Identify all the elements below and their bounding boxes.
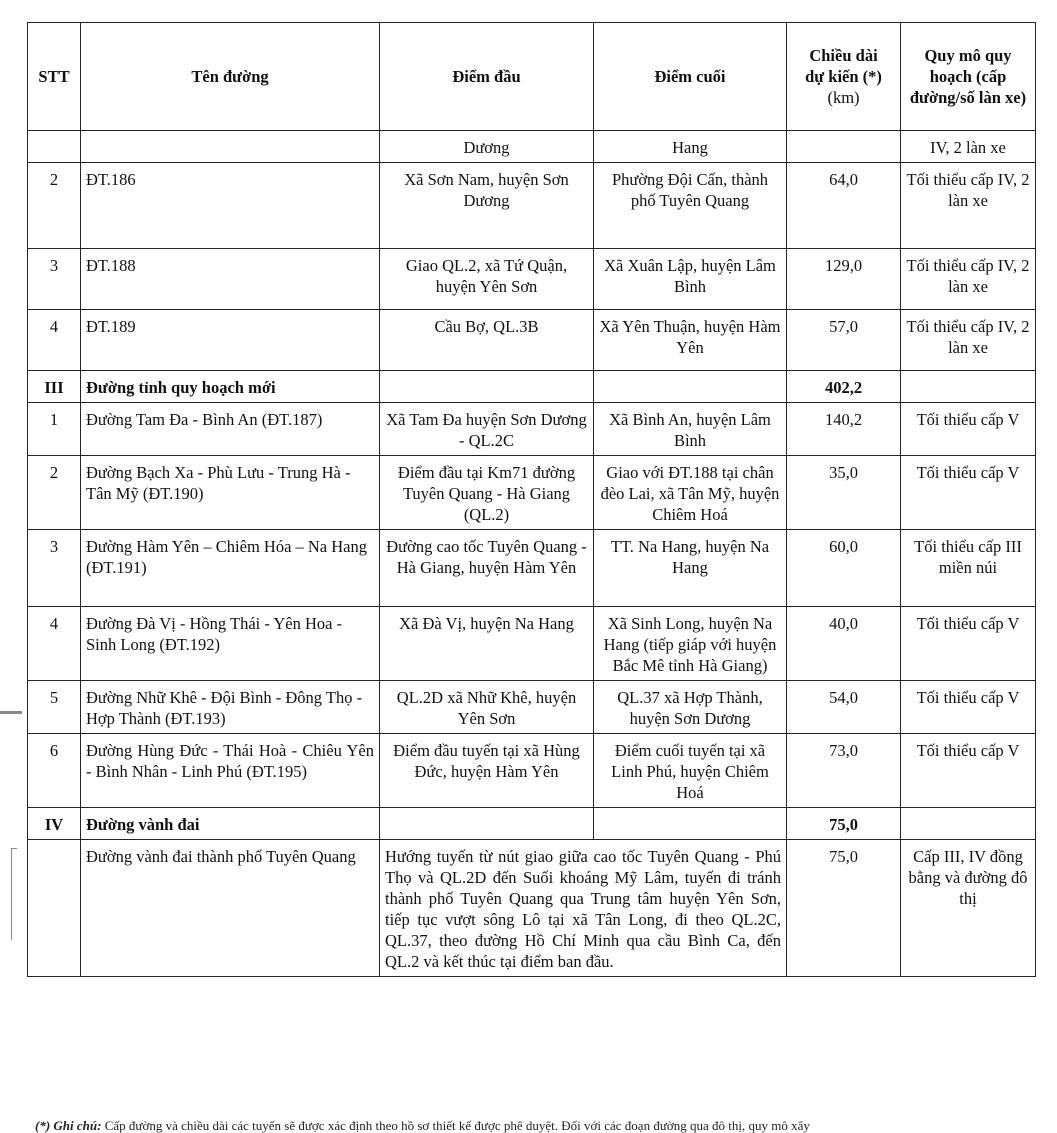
table-row (28, 310, 1036, 371)
row-stt: 1 (28, 403, 81, 456)
row-name: Đường Hùng Đức - Thái Hoà - Chiêu Yên - Bình Nhân - Linh Phú (ĐT.195) (81, 734, 380, 808)
header-row (28, 23, 1036, 131)
row-name: Đường Đà Vị - Hồng Thái - Yên Hoa - Sinh Long (ĐT.192) (81, 607, 380, 681)
scan-mark-horizontal (0, 711, 22, 714)
row-stt: 3 (28, 249, 81, 310)
row-stt: 2 (28, 163, 81, 249)
row-end: Phường Đội Cấn, thành phố Tuyên Quang (594, 163, 787, 249)
ring-road-route: Hướng tuyến từ nút giao giữa cao tốc Tuyên Quang - Phú Thọ và QL.2D đến Suối khoáng Mỹ Lâm, tuyến đi tránh thành phố Tuyên Quang qua Trung tâm huyện Yên Sơn, tiếp tục vượt sông Lô tại xã Tân Long, đi theo QL.2C, QL.37, theo đường Hồ Chí Minh qua cầu Bình Ca, đến QL.2 và kết thúc tại điểm ban đầu. (380, 840, 787, 977)
row-start: Xã Sơn Nam, huyện Sơn Dương (380, 163, 594, 249)
header-stt: STT (28, 23, 81, 131)
row-start: Điểm đầu tuyến tại xã Hùng Đức, huyện Hàm Yên (380, 734, 594, 808)
row-name: Đường Bạch Xa - Phù Lưu - Trung Hà - Tân Mỹ (ĐT.190) (81, 456, 380, 530)
footnote (35, 1118, 1025, 1133)
table-row (28, 163, 1036, 249)
row-length: 140,2 (787, 403, 901, 456)
table-row (28, 734, 1036, 808)
header-name: Tên đường (81, 23, 380, 131)
header-length-line1: Chiều dài (809, 46, 878, 65)
row-length: 129,0 (787, 249, 901, 310)
footnote-text: Cấp đường và chiều dài các tuyến sẽ được xác định theo hồ sơ thiết kế được phê duyệt. Đối với các đoạn đường qua đô thị, quy mô xây (104, 1118, 810, 1133)
row-length: 54,0 (787, 681, 901, 734)
row-start: QL.2D xã Nhữ Khê, huyện Yên Sơn (380, 681, 594, 734)
section-name: Đường tỉnh quy hoạch mới (81, 371, 380, 403)
header-scale: Quy mô quy hoạch (cấp đường/số làn xe) (901, 23, 1036, 131)
row-scale: Tối thiểu cấp V (901, 403, 1036, 456)
row-scale: Tối thiểu cấp V (901, 456, 1036, 530)
table-row (28, 456, 1036, 530)
row-length: 57,0 (787, 310, 901, 371)
row-start: Xã Tam Đa huyện Sơn Dương - QL.2C (380, 403, 594, 456)
row-stt: 4 (28, 310, 81, 371)
row-end: Xã Xuân Lập, huyện Lâm Bình (594, 249, 787, 310)
row-start: Giao QL.2, xã Tứ Quận, huyện Yên Sơn (380, 249, 594, 310)
scan-mark-tick (11, 848, 17, 849)
row-name: Đường Tam Đa - Bình An (ĐT.187) (81, 403, 380, 456)
row-start: Xã Đà Vị, huyện Na Hang (380, 607, 594, 681)
header-start: Điểm đầu (380, 23, 594, 131)
section-length: 402,2 (787, 371, 901, 403)
header-length-line2: dự kiến (*) (805, 67, 882, 86)
row-name: ĐT.186 (81, 163, 380, 249)
row-stt: 2 (28, 456, 81, 530)
row-length: 64,0 (787, 163, 901, 249)
row-scale: Tối thiểu cấp IV, 2 làn xe (901, 310, 1036, 371)
row-scale: Tối thiểu cấp IV, 2 làn xe (901, 163, 1036, 249)
row-scale: Tối thiểu cấp V (901, 681, 1036, 734)
ring-road-row (28, 840, 1036, 977)
row-end: Giao với ĐT.188 tại chân đèo Lai, xã Tân Mỹ, huyện Chiêm Hoá (594, 456, 787, 530)
header-length-unit: (km) (827, 88, 860, 107)
row-name: Đường Hàm Yên – Chiêm Hóa – Na Hang (ĐT.191) (81, 530, 380, 607)
table-row (28, 530, 1036, 607)
continuation-start: Dương (380, 131, 594, 163)
row-stt: 3 (28, 530, 81, 607)
table-row (28, 607, 1036, 681)
row-name: ĐT.189 (81, 310, 380, 371)
row-length: 73,0 (787, 734, 901, 808)
row-end: TT. Na Hang, huyện Na Hang (594, 530, 787, 607)
header-end: Điểm cuối (594, 23, 787, 131)
section-row (28, 371, 1036, 403)
row-scale: Tối thiểu cấp V (901, 607, 1036, 681)
row-end: Điểm cuối tuyến tại xã Linh Phú, huyện Chiêm Hoá (594, 734, 787, 808)
row-stt: 5 (28, 681, 81, 734)
row-length: 40,0 (787, 607, 901, 681)
row-start: Đường cao tốc Tuyên Quang - Hà Giang, huyện Hàm Yên (380, 530, 594, 607)
row-length: 60,0 (787, 530, 901, 607)
ring-road-name: Đường vành đai thành phố Tuyên Quang (81, 840, 380, 977)
ring-road-scale: Cấp III, IV đồng bằng và đường đô thị (901, 840, 1036, 977)
table-row (28, 681, 1036, 734)
continuation-end: Hang (594, 131, 787, 163)
row-length: 35,0 (787, 456, 901, 530)
footnote-label: (*) Ghi chú: (35, 1118, 102, 1133)
table-row (28, 249, 1036, 310)
road-planning-table (27, 22, 1036, 977)
row-scale: Tối thiểu cấp V (901, 734, 1036, 808)
row-stt: 4 (28, 607, 81, 681)
row-start: Cầu Bợ, QL.3B (380, 310, 594, 371)
section-name: Đường vành đai (81, 808, 380, 840)
header-length (787, 23, 901, 131)
row-name: ĐT.188 (81, 249, 380, 310)
ring-road-length: 75,0 (787, 840, 901, 977)
row-end: QL.37 xã Hợp Thành, huyện Sơn Dương (594, 681, 787, 734)
row-scale: Tối thiểu cấp III miền núi (901, 530, 1036, 607)
table-row (28, 403, 1036, 456)
row-name: Đường Nhữ Khê - Đội Bình - Đông Thọ - Hợp Thành (ĐT.193) (81, 681, 380, 734)
row-end: Xã Sinh Long, huyện Na Hang (tiếp giáp với huyện Bắc Mê tỉnh Hà Giang) (594, 607, 787, 681)
section-length: 75,0 (787, 808, 901, 840)
section-stt: III (28, 371, 81, 403)
row-stt: 6 (28, 734, 81, 808)
continuation-scale: IV, 2 làn xe (901, 131, 1036, 163)
continuation-row (28, 131, 1036, 163)
section-row (28, 808, 1036, 840)
section-stt: IV (28, 808, 81, 840)
row-start: Điểm đầu tại Km71 đường Tuyên Quang - Hà Giang (QL.2) (380, 456, 594, 530)
row-end: Xã Yên Thuận, huyện Hàm Yên (594, 310, 787, 371)
row-scale: Tối thiểu cấp IV, 2 làn xe (901, 249, 1036, 310)
row-end: Xã Bình An, huyện Lâm Bình (594, 403, 787, 456)
scan-mark-vertical (11, 848, 12, 940)
